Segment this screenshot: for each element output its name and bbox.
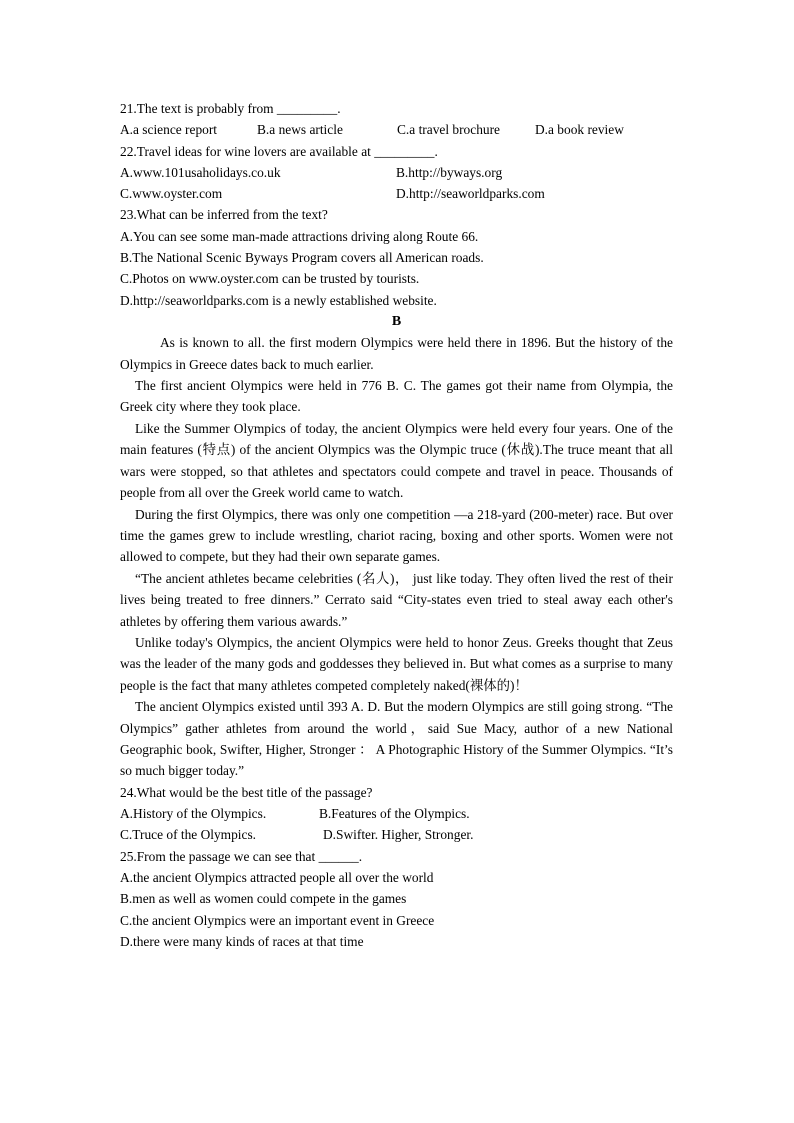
option-22-b: B.http://byways.org <box>396 164 503 180</box>
option-22-c: C.www.oyster.com <box>120 186 223 202</box>
option-24-a: A.History of the Olympics. <box>120 806 267 822</box>
option-24-b: B.Features of the Olympics. <box>319 806 470 822</box>
question-25-stem: 25.From the passage we can see that ______. <box>120 848 363 864</box>
option-21-a: A.a science report <box>120 122 218 138</box>
option-21-d: D.a book review <box>535 122 624 138</box>
question-24-options-ab <box>120 803 673 824</box>
passage-paragraph-2: The first ancient Olympics were held in 776 B. C. The games got their name from Olympia, the Greek city where they took place. <box>120 378 673 415</box>
option-25-a: A.the ancient Olympics attracted people all over the world <box>120 869 434 885</box>
question-21-options <box>120 119 673 140</box>
question-22-stem: 22.Travel ideas for wine lovers are available at _________. <box>120 143 438 159</box>
passage-paragraph-6: Unlike today's Olympics, the ancient Olympics were held to honor Zeus. Greeks thought that Zeus was the leader of the many gods and goddesses they believed in. But what comes as a surprise to many people is the fact that many athletes competed completely naked(裸体的)！ <box>120 634 673 693</box>
question-21-stem: 21.The text is probably from _________. <box>120 101 341 116</box>
passage-paragraph-1: As is known to all. the first modern Olympics were held there in 1896. But the history of the Olympics in Greece dates back to much earlier. <box>120 335 673 372</box>
question-24-options-cd <box>120 824 673 845</box>
option-21-b: B.a news article <box>257 122 343 138</box>
option-23-a: A.You can see some man-made attractions driving along Route 66. <box>120 228 479 244</box>
option-22-a: A.www.101usaholidays.co.uk <box>120 164 281 180</box>
option-23-b: B.The National Scenic Byways Program covers all American roads. <box>120 250 484 266</box>
option-23-c: C.Photos on www.oyster.com can be trusted by tourists. <box>120 271 420 287</box>
option-23-d: D.http://seaworldparks.com is a newly established website. <box>120 292 437 308</box>
option-24-d: D.Swifter. Higher, Stronger. <box>323 827 474 843</box>
question-22-options-cd <box>120 183 673 204</box>
passage-paragraph-5: “The ancient athletes became celebrities (名人)， just like today. They often lived the rest of their lives being treated to free dinners.” Cerrato said “City-states even tried to steal away each other's athletes by offering them various awards.” <box>120 570 673 629</box>
passage-paragraph-4: During the first Olympics, there was only one competition —a 218-yard (200-meter) race. But over time the games grew to include wrestling, chariot racing, boxing and other sports. Women were not allowed to compete, but they had their own separate games. <box>120 506 673 565</box>
option-25-b: B.men as well as women could compete in the games <box>120 891 407 907</box>
question-23-stem: 23.What can be inferred from the text? <box>120 207 328 223</box>
passage-paragraph-7: The ancient Olympics existed until 393 A. D. But the modern Olympics are still going strong. “The Olympics” gather athletes from around the world，said Sue Macy, author of a new National Geographic book, Swifter, Higher, Stronger ： A Photographic History of the Summer Olympics. “It’s so much bigger today.” <box>120 699 673 779</box>
exam-page <box>120 98 673 952</box>
option-25-d: D.there were many kinds of races at that time <box>120 933 364 949</box>
question-24-stem: 24.What would be the best title of the passage? <box>120 784 373 800</box>
section-heading: B <box>391 313 402 329</box>
question-22-options-ab <box>120 162 673 183</box>
option-25-c: C.the ancient Olympics were an important event in Greece <box>120 912 435 928</box>
option-24-c: C.Truce of the Olympics. <box>120 827 257 843</box>
option-21-c: C.a travel brochure <box>397 122 500 138</box>
option-22-d: D.http://seaworldparks.com <box>396 186 545 202</box>
reading-passage <box>120 332 673 782</box>
passage-paragraph-3: Like the Summer Olympics of today, the ancient Olympics were held every four years. One of the main features (特点) of the ancient Olympics was the Olympic truce (休战).The truce meant that all wars were stopped, so that athletes and spectators could compete and travel in peace. Thousands of people from all over the Greek world came to watch. <box>120 420 673 501</box>
